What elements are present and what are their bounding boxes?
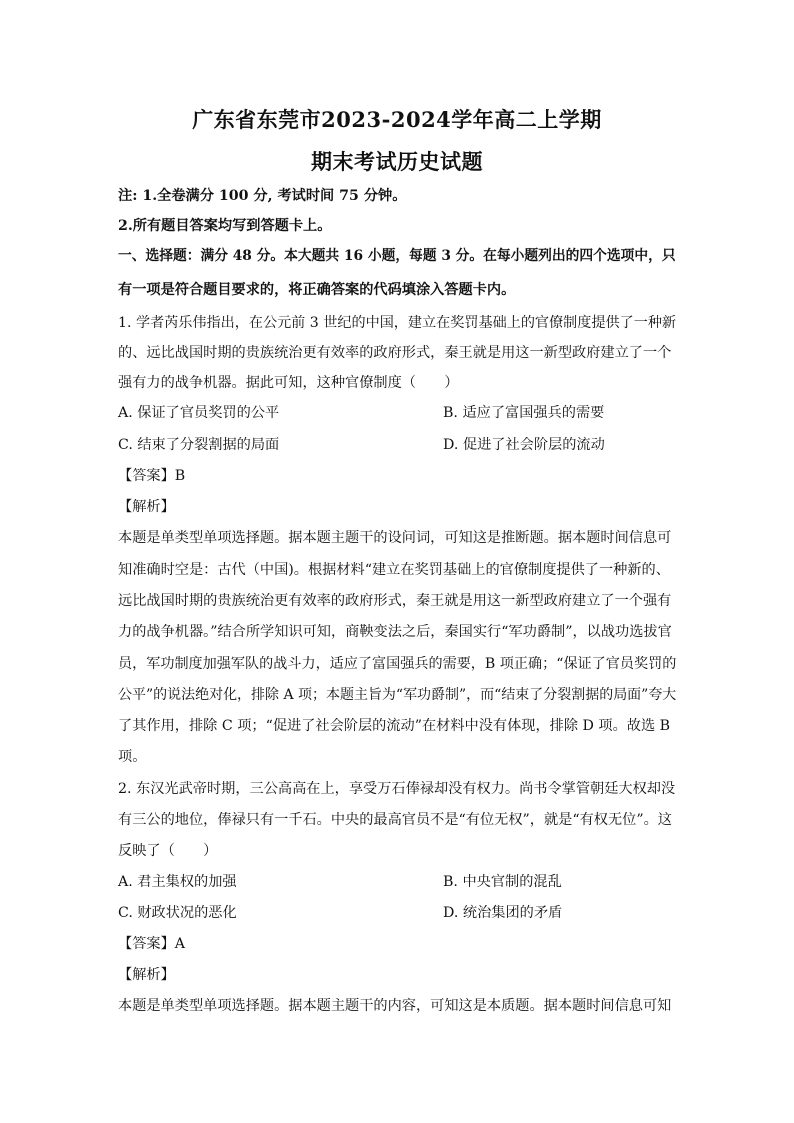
q2-option-d: D. 统治集团的矛盾 [443,905,563,921]
q2-option-c: C. 财政状况的恶化 [118,905,237,921]
exam-subtitle: 期末考试历史试题 [311,149,483,174]
q2-stem-line: 2. 东汉光武帝时期，三公高高在上，享受万石俸禄却没有权力。尚书令掌管朝廷大权却没 [118,781,676,797]
section-instructions-line-2: 有一项是符合题目要求的，将正确答案的代码填涂入答题卡内。 [118,282,516,298]
q2-option-a: A. 君主集权的加强 [118,874,237,890]
q2-stem-line: 有三公的地位，俸禄只有一千石。中央的最高官员不是“有位无权”，就是“有权无位”。这 [118,812,672,828]
q1-option-a: A. 保证了官员奖罚的公平 [118,405,280,421]
q1-analysis-line: 公平”的说法绝对化，排除 A 项；本题主旨为“军功爵制”，而“结束了分裂割据的局面”夸大 [118,687,677,703]
q2-option-b: B. 中央官制的混乱 [443,874,562,890]
q1-analysis-line: 了其作用，排除 C 项；“促进了社会阶层的流动”在材料中没有体现，排除 D 项。故选 B [118,718,671,734]
note-1: 注: 1.全卷满分 100 分, 考试时间 75 分钟。 [118,188,407,204]
q1-option-d: D. 促进了社会阶层的流动 [443,437,605,453]
q1-analysis-label: 【解析】 [118,499,175,515]
exam-title: 广东省东莞市2023-2024学年高二上学期 [192,107,602,132]
q1-stem-line: 强有力的战争机器。据此可知，这种官僚制度（ ） [118,375,459,391]
q1-analysis-line: 员，军功制度加强军队的战斗力，适应了富国强兵的需要，B 项正确；“保证了官员奖罚的 [118,656,677,672]
q1-analysis-line: 力的战争机器。”结合所学知识可知，商鞅变法之后，秦国实行“军功爵制”，以战功选拔官 [118,624,672,640]
q2-analysis-line: 本题是单类型单项选择题。据本题主题干的内容，可知这是本质题。据本题时间信息可知 [118,998,672,1014]
q1-analysis-line: 远比战国时期的贵族统治更有效率的政府形式，秦王就是用这一新型政府建立了一个强有 [118,593,672,609]
q1-option-c: C. 结束了分裂割据的局面 [118,437,280,453]
q2-analysis-label: 【解析】 [118,967,175,983]
q1-stem-line: 的、远比战国时期的贵族统治更有效率的政府形式，秦王就是用这一新型政府建立了一个 [118,345,672,361]
q1-stem-line: 1. 学者芮乐伟指出，在公元前 3 世纪的中国，建立在奖罚基础上的官僚制度提供了一种新 [118,315,677,331]
q1-answer: 【答案】B [118,468,186,484]
q1-analysis-line: 项。 [118,749,147,765]
q2-stem-line: 反映了（ ） [118,843,218,859]
q1-option-b: B. 适应了富国强兵的需要 [443,405,605,421]
q2-answer: 【答案】A [118,936,185,952]
q1-analysis-line: 本题是单类型单项选择题。据本题主题干的设问词，可知这是推断题。据本题时间信息可 [118,530,672,546]
q1-analysis-line: 知准确时空是：古代（中国)。根据材料“建立在奖罚基础上的官僚制度提供了一种新的、 [118,562,670,578]
note-2: 2.所有题目答案均写到答题卡上。 [118,218,332,234]
section-instructions-line-1: 一、选择题：满分 48 分。本大题共 16 小题，每题 3 分。在每小题列出的四个选项中，只 [118,248,676,264]
